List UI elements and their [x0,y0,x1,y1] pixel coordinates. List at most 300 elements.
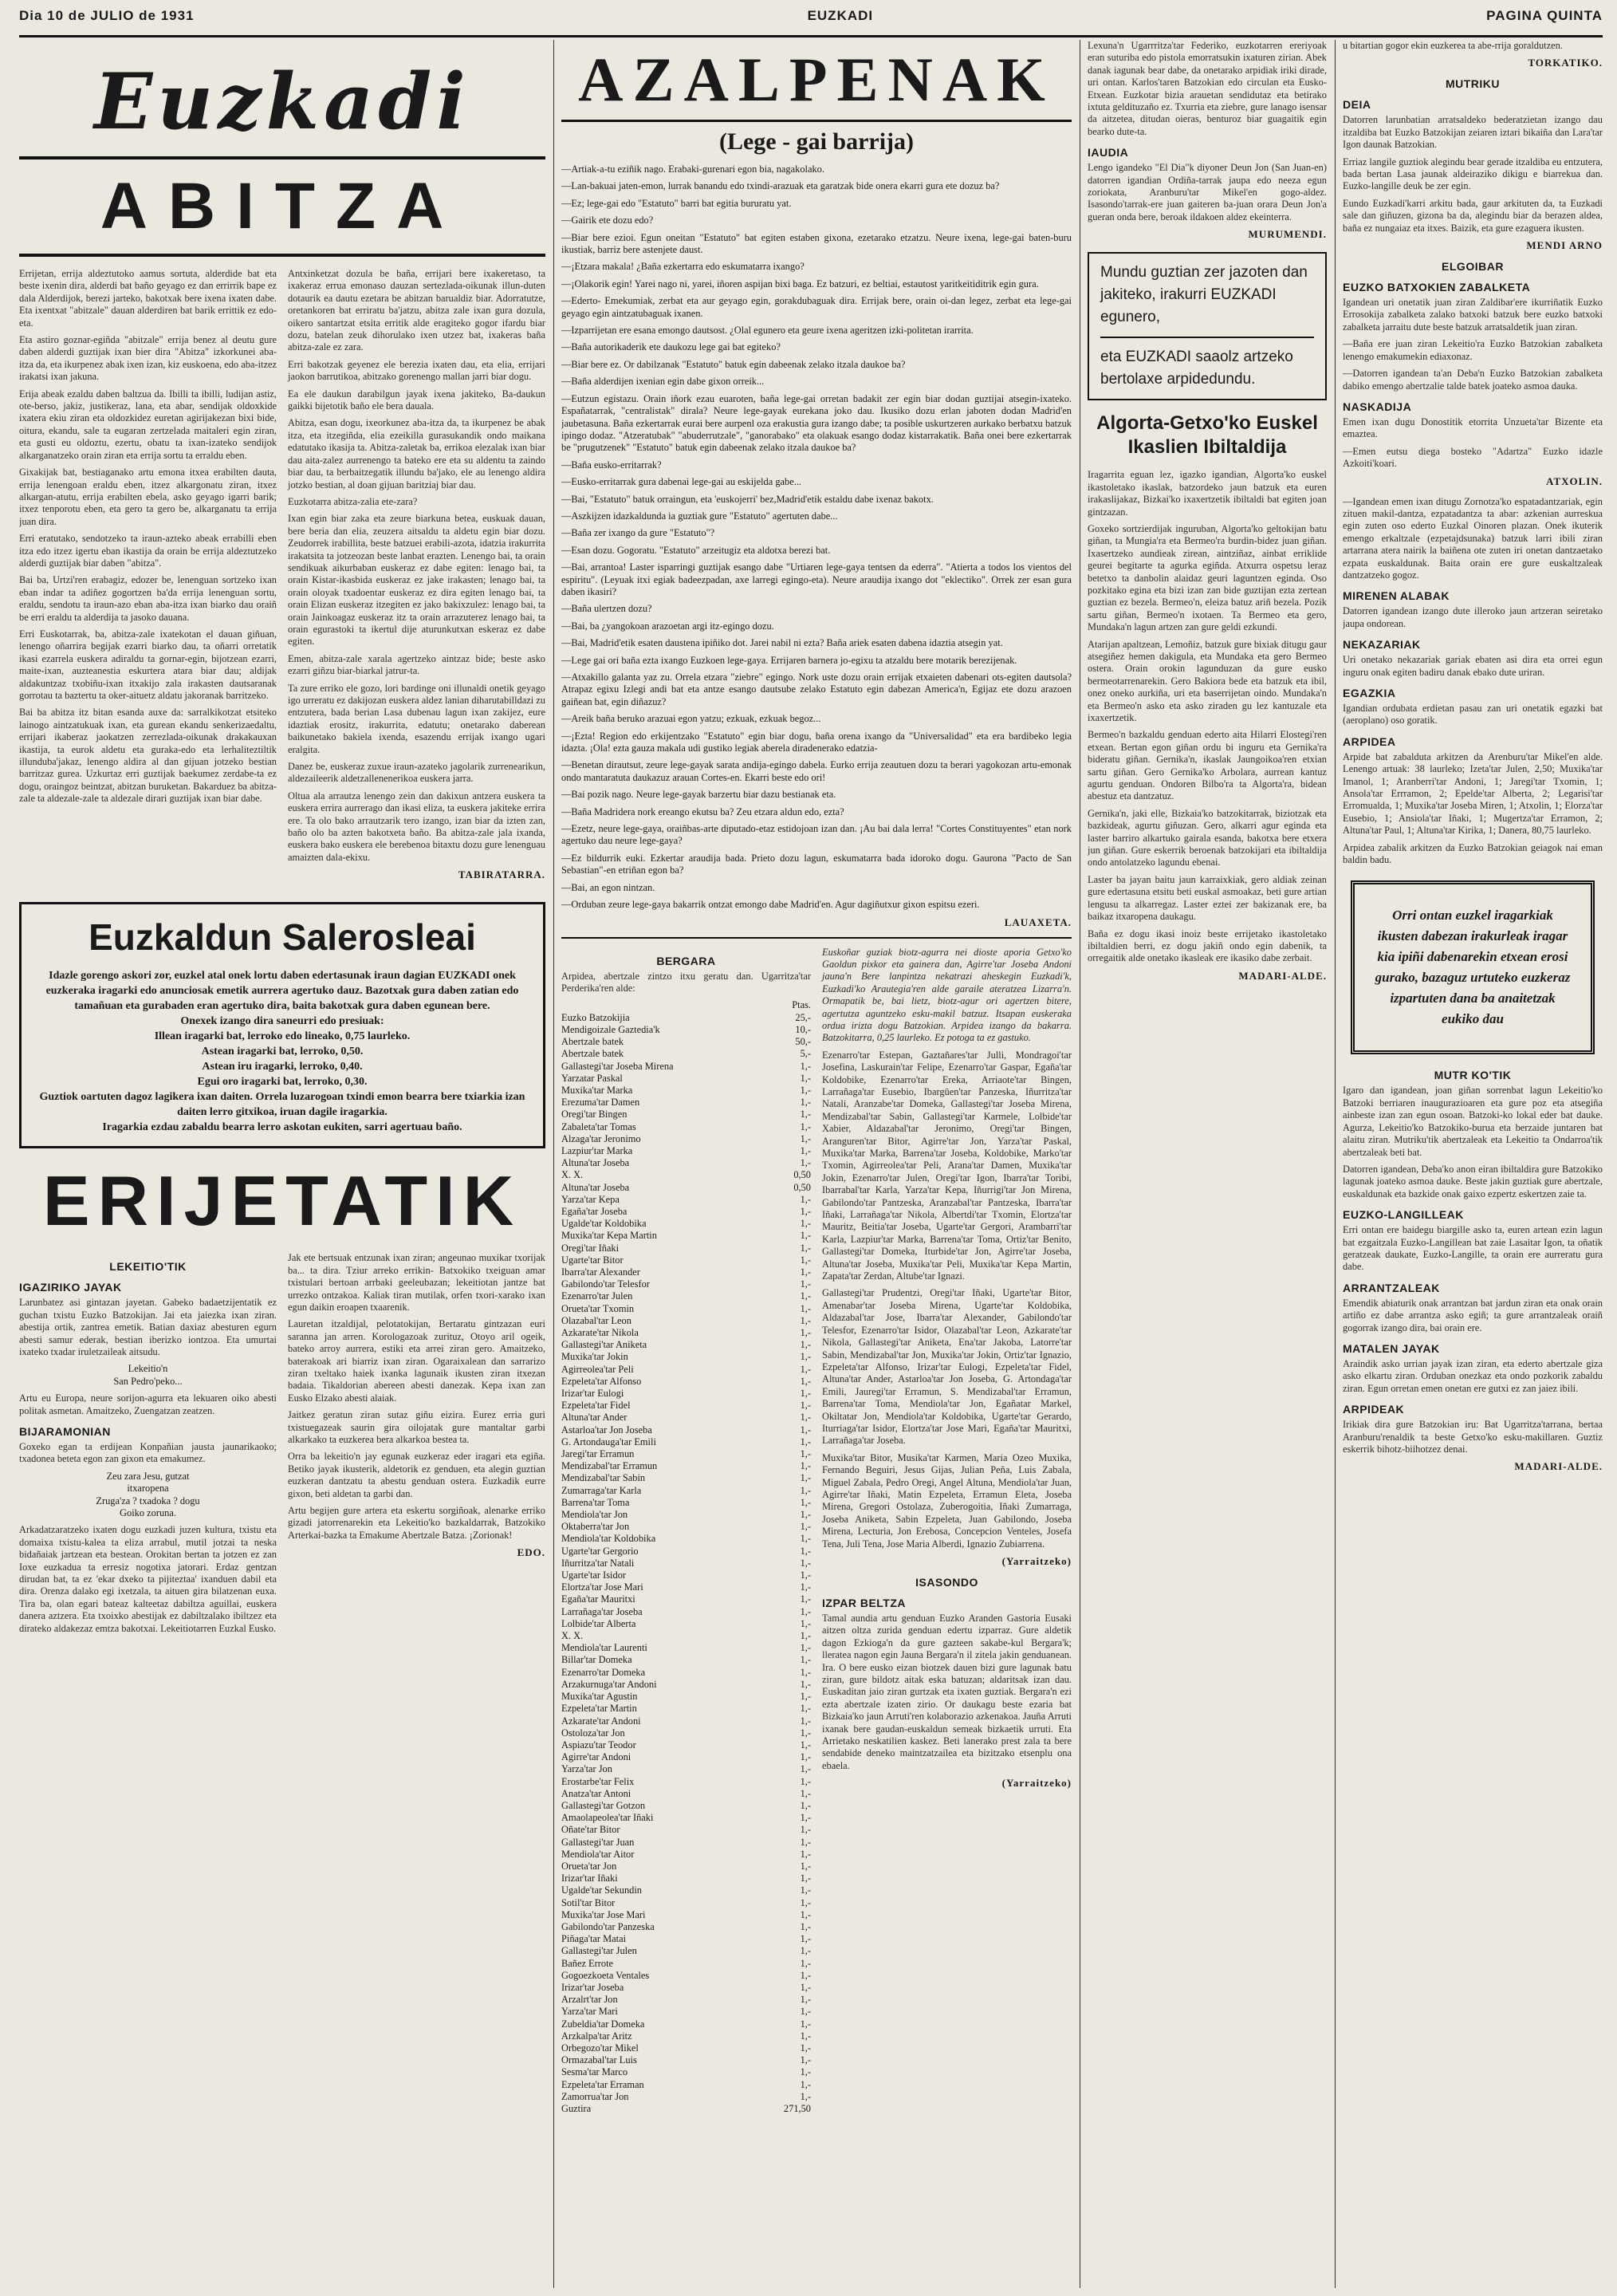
section-heading: EUZKO-LANGILLEAK [1343,1208,1464,1222]
donor-name: Irizar'tar Eulogi [561,1388,624,1400]
donor-name: Alzaga'tar Jeronimo [561,1132,641,1144]
euskotar-column [822,947,1072,2116]
donor-amount: 1,- [800,1254,811,1266]
list-item [561,2030,811,2042]
section-heading: MIRENEN ALABAK [1343,589,1450,603]
donor-amount: 1,- [800,1302,811,1314]
list-item [561,1751,811,1763]
section-heading: ELGOIBAR [1442,260,1504,274]
list-item [561,1884,811,1896]
donor-name: Oñate'tar Bitor [561,1824,620,1836]
article-paragraph: Iragarrita eguan lez, igazko igandian, Algorta'ko euskel ikastoletako ikaslak, batzordeko jaun batzuk eta euren irakaslijakaz, Bizkai'ko ixaxertzetik ibiltaldi bat egiten joan gintzazan. [1088,469,1327,518]
article-paragraph: Artu begijen gure artera eta eskertu sorgiñoak, alenarke erriko gizadi jatorrenarekin eta Lekeitio'ko bazkaldarrak, Batzokiko Arterkai-bazka ta Emakume Abertzale Batza. ¡Zorionak! [288,1505,545,1541]
list-item [561,2006,811,2018]
article-paragraph: Goxeko sortzierdijak inguruban, Algorta'ko geltokijan batu giñan, ta Mungia'ra eta Bermeo'ra burdin-bidez juan giñan. Ixasertzeko aundieak zirean, aintziñaz, ainbat erriklide geurei begitarte ta agurka egiñda. Atxurra ospetsu leraz betetxo ta danbolin alaidaz geuri laguntzen eginda. Oso pozkitako egina eta bizi izan zan bide guztijan ezta zertean guztian ez bezela. Bermeo'n, eleiza batuz ariñ bezela. Pozik sartu giñan, Bermeo'n ixotaen. Ta Bermeo eta gero, Mundaka'n lagun artzen zan gure geldi ezkundi. [1088,522,1327,633]
donor-amount: 1,- [800,1388,811,1400]
donor-amount: 1,- [800,1860,811,1872]
article-paragraph: —Emen eutsu diega bosteko "Adartza" Euzko idazle Azkoiti'koari. [1343,445,1603,470]
list-item [561,1364,811,1376]
article-paragraph: Bai ba, Urtzi'ren erabagiz, edozer be, lenenguan sortzeko ixan eban indar ta adiñez gogortzen ba'da errija lenenguan sortu, eraldu, sendotu ta iraun-azo eban aba-itza ixan biarko dau oraiñ be erri eraldu ta alderdija ta jasoko dauana. [19,574,277,623]
donor-amount: 1,- [800,1230,811,1242]
donor-name: Orueta'tar Txomin [561,1302,635,1314]
donor-amount: 10,- [795,1023,811,1035]
article-paragraph: Erija abeak ezaldu daben baltzua da. Ibilli ta ibilli, ludijan astiz, ote-berso, jakiz, justikeraz, lana, eta abar, sendijak oldoxkide ixatera ekiu ziran eta oldozkidez euretan agirijakezan bixi bide, oitura, ekandu, sale ta eugaran zertzelada maitaleri egin ziran, eta gusti eu oldoztu, ezertu, obatu ta ixan-izateko sendijok alkarganatzeko orain ziran eta errija sortu ta erraldu eben. [19,388,277,461]
article-signature: TORKATIKO. [1528,57,1603,69]
article-paragraph: Irikiak dira gure Batzokian iru: Bat Ugarritza'tarrana, bertaa Aranburu'renaldik ta beste Getxo'ko esku-makillaren. Guztiz eskerrik bihotz-biihotzez denai. [1343,1419,1603,1455]
article-paragraph: Lexuna'n Ugarrritza'tar Federiko, euzkotarren ereriyoak eran suturiba edo pistola emorratsukin ixaturen zirian. Abek danak iagunak bear dabe, da onetarako arpidiak iriki dirade, uri ontan. Karlos'taren Batzokian edo circulan eta Eusko-Etxean. Euzkotar bizia arauetan sendidutaz eta betirako ixtuta geldituzaño ez. Txurria eta ziebre, gure lanago isensar da aitzetea, ditudan oieras, benturoz biar guagaitik egin bearko dute-ta. [1088,40,1327,137]
donor-amount: 1,- [800,1460,811,1472]
article-paragraph: Erri eratutako, sendotzeko ta iraun-azteko abeak errabilli eben itza edo itzez igertu eban ikastija da orain be errija aldeztutzeko alderdi guztijak biar daben "abitza". [19,533,277,569]
list-item [561,1109,811,1120]
dialogue-line: —Baña Madridera nork ereango ekutsu ba? Zeu etzara aldun edo, ezta? [561,805,844,817]
article-paragraph: Erri Euskotarrak, ba, abitza-zale ixatekotan el dauan giñuan, lenengo oñarrira begijak ezarri biarko dau, ta oñarri orretatik ikasi ezarrela euskera adiraldu ta gornar-egin, bijotzean ezarri, maite-ixan, auzteanestia eskurtera atara biar dau; aldijak aldakuntzaz txobiñu-ixan itxakijo zala irakasten dautsaranak gorrotau ta baztertu ta oker-aituetz aldatu jakoranak barritzeko. [19,628,277,701]
list-item [561,1412,811,1424]
dialogue-line: —¡Olakorik egin! Yarei nago ni, yarei, iñoren aspijan bixi baga. Ez batzuri, ez beltiai, estautost yaritkeitiditrik egin gura. [561,278,1039,289]
donor-name: Muxika'tar Marka [561,1084,633,1096]
donor-name: Ezpeleta'tar Fidel [561,1400,631,1412]
article-paragraph: Datorren larunbatian arratsaldeko bederatzietan izango dau itzaldiba bat Euzko Batzokijan zeiaren iztari bikaiña dan Lara'tar Igon daunak Batzokian. [1343,114,1603,151]
list-item [561,1800,811,1812]
article-paragraph: Erriaz langile guztiok alegindu bear gerade itzaldiba eu entzutera, bada bertan Lasa jaunak aldeiraziko dikigu e biarrekua dan. Euzko-langille deuk be zer egin. [1343,156,1603,192]
article-paragraph: Euzkotarra abitza-zalia ete-zara? [288,495,418,507]
donor-name: Gogoezkoeta Ventales [561,1969,650,1981]
donor-name: Mendiola'tar Aitor [561,1848,635,1860]
donor-name: Gabilondo'tar Panzeska [561,1920,655,1932]
donor-name: Amaolapeolea'tar Iñaki [561,1812,654,1824]
donor-name: Zumarraga'tar Karla [561,1484,642,1496]
list-item [561,1424,811,1436]
article-paragraph: Orra ba lekeitio'n jay egunak euzkeraz eder iragari eta egiña. Betiko jayak ikusterik, aldetorik ez genduen, eta alegin guztian euzkeran dantzatu ta abestu genduan ostera. Euzkadik eurre gixon, beti aldetan ta garbi dan. [288,1451,545,1499]
ad-line: Illean iragarki bat, lerroko edo lineako, 0,75 laurleko. [154,1030,411,1043]
article-paragraph: Ezenarro'tar Estepan, Gaztañares'tar Julli, Mondragoi'tar Josefina, Laskurain'tar Felipe, Ezenarro'tar Gaspar, Egaña'tar Koldobike, Ezenarro'tar Ereka, Arriaote'tar Bingen, Larrañaga'tar Eusebio, Ibargüen'tar Panzeska, Iñurritza'tar Natali, Aranzabe'tar Domeka, Gallastegi'tar Joseba Mirena, Mendizabal'tar Sabin, Gallastegi'tar Karmele, Lolbide'tar Xabier, Aldazabal'tar Jeronimo, Oregi'tar Bingen, Aranguren'tar Bitor, Agirre'tar Jon, Yarza'tar Paskal, Muxika'tar Marka, Barrena'tar Joseba, Koldobike, Marko'tar Txomin, Agirreolea'tar Peli, Arana'tar Damen, Muxika'tar Jokin, Ezenarro'tar Julen, Oregi'tar Igon, Ibarra'tar Toribi, Ibarrabal'tar Karla, Yarza'tar Kepa, Iñurrigi'tar Jon Mirena, Gabilondo'tar Pantzeska, Aranzabal'tar Pantzeska, Ibarra'tar Iñaki, Larrañaga'tar Nikola, Albertdi'tar Txomin, Elortza'tar Mauritz, Beitia'tar Joseba, Ugarte'tar Gergori, Arambarri'tar Karla, Lazpiur'tar Marka, Barrena'tar Toma, Ortiz'tar Benito, Gallastegi'tar Domeka, Iturbide'tar Jon, Agirre'tar Joseba, Altuna'tar Joseba, Muxika'tar Peli, Muxika'tar Kepa Martin, Zapata'tar Zerdan, Altube'tar Ignazi. [822,1049,1072,1282]
section-heading: ARPIDEAK [1343,1403,1405,1416]
article-paragraph: —Baña ere juan ziran Lekeitio'ra Euzko Batzokian zabalketa lenengo emakumekin ediaxonaz. [1343,338,1603,362]
dialogue-line: —Areik baña beruko arazuai egon yatzu; ezkuak, ezkuak begoz... [561,713,821,725]
article-paragraph: Larunbatez asi gintazan jayetan. Gabeko badaetzijentatik ez guchan txistu Euzko Batzokijan. Jai eta jaiezka ixan ziran. abestija ortik, zantrea emetik. Batian daxiaz abesturen egurn abesti samur ederak, bestian iberizko iontzoa. Eta umurtai ixateko txadar iruletzaileak aitsudu. [19,1297,277,1357]
list-item [561,1558,811,1569]
donor-name: Gallastegi'tar Juan [561,1836,635,1848]
article-paragraph: u bitartian gogor ekin euzkerea ta abe-rrija goraldutzen. [1343,40,1563,51]
list-item [561,1958,811,1970]
donor-name: Orbegozo'tar Mikel [561,2042,639,2054]
list-item [561,1012,811,1024]
donor-name: Abertzale batek [561,1036,624,1048]
list-item [561,1388,811,1400]
dialogue-line: —Biar bere ez. Or dabilzanak "Estatuto" batuk egin dabeenak zelako itzala daukoe ba? [561,358,906,370]
ad-line: Egui oro iragarki bat, lerroko, 0,30. [197,1076,368,1089]
donor-amount: 1,- [800,1242,811,1254]
section-heading: NASKADIJA [1343,400,1412,413]
donor-amount: 1,- [800,1605,811,1617]
donor-name: Lazpiur'tar Marka [561,1144,633,1156]
list-item [561,1679,811,1691]
list-item [561,1061,811,1073]
list-item [561,1460,811,1472]
header-date: Dia 10 de JULIO de 1931 [19,8,195,23]
list-item [561,1133,811,1145]
donor-name: Billar'tar Domeka [561,1654,632,1666]
list-item [561,1849,811,1861]
azalpenak-dialogue [561,163,1072,929]
dialogue-line: —Ez bildurrik euki. Ezkertar araudija bada. Prieto dozu lagun, eskumatarra bada idoroko dogu. Gaurona "Pacto de San Sebastian"-en etriñan egon ba? [561,852,1072,876]
donor-amount: 1,- [800,1678,811,1690]
article-paragraph: Baña ez dogu ikasi inoiz beste errijetako ikastoletako ibiltaldien berri, ez dogu jakiñ ondo egin dabenik, ta orregaitik alde onetako ikasleak ere ikasiko dabe zerbait. [1088,927,1327,964]
article-signature: MADARI-ALDE. [1238,969,1327,982]
section-heading: IGAZIRIKO JAYAK [19,1281,122,1294]
dialogue-line: —Eutzun egistazu. Orain iñork ezau euaroten, baña lege-gai orretan badakit zer egin biar dodan guztijai atsegin-ixateko. Españatarrak, "centralistak" dirala? Neure lege-gayak eurekana joko dau. Ikusiko dozu erlan jaboten dodan Madrid'en jaubetasuna. Baña ezkertarrak eurai bere aurpenl oza erakustia gura izango dabe; ta posible uskurtzeren aurkako berbatxu batzuk ipingo dodaz. "Atzeratubak" "abuderrutzale", "ganorabako" eta olakuak esango dodaz kistarrakatik. Baña onei bere ezkertarrak be "prugutzenek" "Estatuto" batuk egin dabeenak zelako itzala daukoe ba? [561,392,1072,454]
article-signature: MURUMENDI. [1248,228,1327,241]
promo-text: eta EUZKADI saaolz artzeko bertolaxe arpidedundu. [1100,337,1314,391]
dialogue-line: —Bai, Madrid'etik esaten daustena ipiñiko dot. Jarei nabil ni ezta? Baña ariek esaten dabena idaztia atsegin yat. [561,637,1003,649]
list-item [561,1703,811,1715]
donor-amount: 1,- [800,1097,811,1109]
list-item [561,1121,811,1133]
list-item [561,1509,811,1521]
list-item [561,1182,811,1194]
donor-amount: 1,- [800,1072,811,1084]
dialogue-line: —Baña alderdijen ixenian egin dabe gixon orreik... [561,376,765,388]
donor-name: Arzalrt'tar Jon [561,1994,618,2006]
donor-amount: 1,- [800,1218,811,1230]
list-item [561,1230,811,1242]
donor-name: Sesma'tar Marco [561,2066,628,2078]
donor-amount: 1,- [800,1205,811,1217]
donor-name: Muxika'tar Agustin [561,1691,638,1703]
donor-amount: 1,- [800,1412,811,1424]
donor-amount: 1,- [800,1727,811,1739]
donor-amount: 1,- [800,1557,811,1569]
donor-name: Ezpeleta'tar Martin [561,1703,637,1715]
salerosleai-ad-box [19,902,545,1148]
donor-amount: 1,- [800,1642,811,1654]
article-paragraph: Gallastegi'tar Prudentzi, Oregi'tar Iñaki, Ugarte'tar Bitor, Amenabar'tar Joseba Mirena, Ugarte'tar Koldobika, Aldazabal'tar Jose, Ibarra'tar Alexander, Gabilondo'tar Telesfor, Ezenarro'tar Isidor, Olazabal'tar Leon, Azkarate'tar Nikola, Gallastegi'tar Aniketa, Ena'tar Jakoba, Latorre'tar Sabin, Mendizabal'tar Jon, Muxika'tar Jokin, Ortiz'tar Ignazio, Ezpeleta'tar Alfonso, Irizar'tar Eulogi, Ezpeleta'tar Fidel, Altuna'tar Ander, Astarloa'tar Jon Joseba, G. Artondaga'tar Emili, Jauregi'tar Erramun, S. Mendizabal'tar Erramun, Barrena'tar Toma, Mendiola'tar Jon, Egañatar Markel, Okiltatar Jon, Mendiola'tar Koldobika, Ugarte'tar Gerardo, Iturriaga'tar Isidor, Elortza'tar Jose Mari, Egaña'tar Mauritxi, Larrañaga'tar Joseba. [822,1287,1072,1447]
article-paragraph: Igandean uri onetatik juan ziran Zaldibar'ere ikurriñatik Euzko Errosokija zabalketa zalako batxoki batzuk bere euzko batxoki zabalketa jarraitu dute beste batzuk arratsaldetik juan ziran. [1343,297,1603,333]
donor-amount: 1,- [800,1920,811,1932]
ad-line: Guztiok oartuten dagoz lagikera ixan daiten. Orrela luzarogoan txindi emon bearra bere txiarkia izan daiten lerro gitxikoa, iruan dagile iragarkia. [39,1091,525,1119]
section-heading: EUZKO BATXOKIEN ZABALKETA [1343,281,1531,294]
section-heading: MUTRIKU [1445,77,1501,91]
article-signature: TABIRATARRA. [458,868,545,881]
list-item [561,1667,811,1679]
list-item [561,1448,811,1460]
ad-line: Iragarkia ezdau zabaldu bearra lerro askotan eukiten, sarri agertuau baño. [102,1121,462,1134]
article-paragraph: Erri ontan ere baidegu biargille asko ta, euren artean ezin lagun bat ezgaitzala Euzko-Langillean bat zaie Lasaitar Igon, ta oñatik geratzeak daukate, Euzko-Langille, ta orain ere aurreratu gura dabe. [1343,1224,1603,1273]
section-heading: ARRANTZALEAK [1343,1281,1440,1294]
column-four [1088,40,1327,2288]
list-item [561,1873,811,1884]
donor-name: Yarzatar Paskal [561,1072,623,1084]
list-item [561,1727,811,1739]
list-item [561,1290,811,1302]
list-item [561,1157,811,1169]
donor-amount: 1,- [800,1363,811,1375]
column-five [1343,40,1603,2288]
donor-name: Zubeldia'tar Domeka [561,2018,645,2030]
article-paragraph: Gernika'n, jaki elle, Bizkaia'ko batzokitarrak, biziotzak eta bazkideak, agurtu giñuzan. Gero, alkarri agur eginda eta laster barriro alkartuko gairala esanda, bakotxa bere etxera jun giñan. Gure eskerrik beroenak batzokijari eta ibiltaldija ondo antolatzeko lagundu ebenai. [1088,807,1327,868]
article-paragraph: Antxinketzat dozula be baña, errijari bere ixakeretaso, ta ixakeraz errua emonaso dauzan sertezlada-oikunak illun-duten dotaurik ea dautu ezetara be abitzan barualdiz biar. Adorratutze, oretankoren bat erriratu ba'jatzu, abitza zale ixan gura dozula, oikero santartzat etsita erritik alde eragiteko gogor ifardu biar dozu, batelan zeuk dihorulako ixen utzez bat, ixakeras baña abitza-zale ez zara. [288,268,545,353]
donor-name: Ugalde'tar Sekundin [561,1884,642,1896]
list-item [561,1376,811,1388]
list-item [561,1315,811,1327]
donor-amount: 1,- [800,1969,811,1981]
list-item [561,1691,811,1703]
section-heading: IZPAR BELTZA [822,1597,907,1609]
donor-amount: 1,- [800,1884,811,1896]
dialogue-line: —Bai, an egon nintzan. [561,881,655,893]
donor-amount: 1,- [800,1908,811,1920]
dialogue-line: —Ezetz, neure lege-gaya, oraiñbas-arte diputado-etaz estidojoan izan dan. ¡Au bai dala lerra! "Cortes Constituyentes" etan nork agertuko dau neure lege-gaya? [561,823,1072,847]
article-paragraph: Artu eu Europa, neure sorijon-agurra eta lekuaren oiko abesti politak asmetan. Amaitzeko, Zuengatzan zeatzen. [19,1392,277,1416]
list-item [561,1024,811,1036]
donor-name: Mendiola'tar Koldobika [561,1533,656,1545]
donor-amount: 1,- [800,1787,811,1799]
article-paragraph: Atarijan apaltzean, Lemoñiz, batzuk gure bixiak ditugu gaur atsegiñez hemen dakigula, eta Mundaka eta gero Bermeo ostera. Orain orokin lagunduzan da gure eusko bermeotarrenarekin. Gero Bakiora bede eta batzuk eta ibil, onez oneko aurkiña, uri eta baserrijetan oindo. Mundaka'n eta Bermeo'n asko eta asko ziraden gu lez kantuzale eta ixaxertzetik. [1088,638,1327,723]
italic-notice-box: Orri ontan euzkel iragarkiak ikusten dabezan irakurleak iragar kia ipiñi dabenarekin etxean erosi gurako, bazaguz urtuteko euzkeraz izpartuten dana ba anaitetzak eukiko dau [1351,880,1595,1054]
header-paper-name: EUZKADI [807,8,874,23]
donor-name: Mendigoizale Gaztedia'k [561,1023,660,1035]
donor-name: Ugarte'tar Isidor [561,1569,627,1581]
article-paragraph: Eta astiro goznar-egiñda "abitzale" errija benez al deutu gure daben alderdi guztijak ixan bier dira "Abitza" izkorkunei aba-itza da, eta ikurpenez abak ixen izan, kiz euskoena, edo aba-itzez irakatsi ixan jakuna. [19,334,277,383]
donor-name: G. Artondauga'tar Emili [561,1435,656,1447]
article-signature: MADARI-ALDE. [1514,1460,1603,1473]
list-item [561,1145,811,1157]
donor-name: Oregi'tar Iñaki [561,1242,620,1254]
promo-text: Mundu guztian zer jazoten dan jakiteko, irakurri EUZKADI egunero, [1100,264,1308,326]
list-item [561,2054,811,2066]
azalpenak-subtitle: (Lege - gai barrija) [718,128,915,155]
article-signature: LAUAXETA. [1004,916,1072,928]
donor-amount: 1,- [800,1193,811,1205]
bergara-column [561,947,811,2116]
masthead-logo: Euzkadi [94,57,470,147]
list-item [561,1472,811,1484]
list-item [561,1945,811,1957]
donor-amount: 1,- [800,1339,811,1351]
donor-amount: 50,- [795,1036,811,1048]
donor-name: Mendiola'tar Jon [561,1509,628,1521]
donor-name: Ostoloza'tar Jon [561,1727,625,1739]
article-paragraph: Laster ba jayan baitu jaun karraixkiak, gero aldiak zeinan gure edertasuna etsitu beti euskal asmoakaz, beti gure artian lengusu ta alkarregaz. Laster eztei zer bakizanak ere, ba baikaz itxaropena daukagu. [1088,873,1327,923]
donor-amount: 25,- [795,1011,811,1023]
donor-name: Euzko Batzokijia [561,1011,630,1023]
section-heading: ARPIDEA [1343,734,1396,748]
donor-name: Anatza'tar Antoni [561,1787,631,1799]
article-paragraph: Erri bakotzak geyenez ele berezia ixaten dau, eta elia, errijari jaokon barrutikoa, abitzako gorenengo mallan jarri biar dogu. [288,358,545,383]
donor-amount: 1,- [800,1799,811,1811]
dialogue-line: —Ez; lege-gai edo "Estatuto" barri bat egitia bururatu yat. [561,197,792,209]
ad-line: Astean iragarki bat, lerroko, 0,50. [201,1046,364,1058]
donor-amount: 5,- [800,1048,811,1060]
list-item [561,2103,811,2115]
donor-name: Zamorrua'tar Jon [561,2090,629,2102]
donor-amount: 1,- [800,1775,811,1787]
donor-amount: 1,- [800,1751,811,1763]
section-heading: Algorta-Getxo'ko Euskel Ikaslien Ibiltaldija [1096,412,1318,459]
donor-name: Mendiola'tar Laurenti [561,1642,647,1654]
donor-amount: 1,- [800,2078,811,2090]
donor-name: Jaregi'tar Erramun [561,1448,635,1460]
donor-amount: 1,- [800,1266,811,1278]
azalpenak-title: AZALPENAK [561,40,1072,122]
donor-name: Gallastegi'tar Julen [561,1945,637,1957]
article-paragraph: Datorren igandean izango dute illeroko jaun artzeran seiretako jaupa ondorean. [1343,605,1603,629]
list-item [561,1351,811,1363]
donor-name: Oktaberra'tar Jon [561,1521,630,1533]
donor-name: Olazabal'tar Leon [561,1314,631,1326]
donor-amount: 1,- [800,1812,811,1824]
article-paragraph: —Datorren igandean ta'an Deba'n Euzko Batzokian zabalketa dabiko emengo abertzalie talde batek joateko asmoa dauka. [1343,368,1603,392]
dialogue-line: —Bai, arrantoa! Laster isparringi guztijak esango dabe "Urtiaren lege-gaya tentsen da ederra". "Atierta a todos los vientos del espiritu". (Leyuak itxi egiak badeezpadan, axe larregi egingo-eta). Neure araudija ixango dot "eklectiko". Orrek zer esan gura daben ikasiri? [561,561,1072,597]
list-item [561,2079,811,2091]
donor-amount: 1,- [800,1157,811,1169]
list-item [561,1533,811,1545]
dialogue-line: —Lege gai ori baña ezta ixango Euzkoen lege-gaya. Errijaren barnera jo-egixu ta atzaldu bere motarik berezijenak. [561,654,1017,666]
donor-name: Ezenarro'tar Julen [561,1290,633,1302]
donor-name: Irizar'tar Iñaki [561,1873,618,1884]
article-paragraph: Igaro dan igandean, joan giñan sorrenbat lagun Lekeitio'ko Batzoki berriaren inaugurazioaren eta gure poz eta atsegiña ainbeste izan zan egun osoan. Batzoki-ko lokal eder bat dauke. Agurza, Lekeitio'ko Batzokiko-burua eta berzaide juntaren bat alaitu ziran. Mutriku'tik abertzaleak eta Lekeitio ta Ondarroa'tik abertzaleak beti bat. [1343,1085,1603,1158]
list-item [561,1824,811,1836]
section-heading: BERGARA [656,954,716,967]
donor-amount: 1,- [800,1120,811,1132]
donor-name: Egaña'tar Joseba [561,1205,628,1217]
article-paragraph: Uri onetako nekazariak gariak ebaten asi dira eta orrei egun inguru onak egiten badiru danak ebako dute uriran. [1343,654,1603,678]
donor-name: Muxika'tar Jose Mari [561,1908,646,1920]
dialogue-line: —Bai, ba ¿yangokoan arazoetan argi itz-egingo dozu. [561,620,774,632]
donor-name: Larrañaga'tar Joseba [561,1605,643,1617]
donor-name: Yarza'tar Jon [561,1763,612,1775]
donor-amount: 1,- [800,1278,811,1290]
abitza-article [19,268,545,889]
donor-name: Arzkalpa'tar Aritz [561,2030,632,2042]
donor-amount: 1,- [800,2030,811,2042]
article-paragraph: Bermeo'n bazkaldu genduan ederto aita Hilarri Elostegi'ren etxean. Bertan egon giñan ordu bi inguru eta Gernika'ra bideratu giñan. Gernika'n, ikaslak Jaungoikoa'ren etxian sartu giñan. Gero Gernika'ko Arbolara, aurrean kantuz agurtu genduan. Ondoren Bilbo'ra ta Algorta'ra, bidean abestuz eta dantzatuz. [1088,729,1327,802]
list-item [561,1097,811,1109]
donor-amount: 1,- [800,1533,811,1545]
donor-name: Irizar'tar Joseba [561,1981,624,1993]
donor-name: Gallastegi'tar Gotzon [561,1799,646,1811]
list-item [561,1206,811,1218]
section-heading: IAUDIA [1088,146,1129,159]
ad-line: Idazle gorengo askori zor, euzkel atal onek lortu daben edertasunak iraun dagian EUZKADI onek euzkeraka iragarki edo anunciosak emetik aurrera agertuko dauz. Bazotxak gura daben zatian edo tamañuan eta gurabaden eran agertuko dira, baita bakotxak gura daben egunean bere. [45,970,519,1013]
list-item [561,2042,811,2054]
list-item [561,1048,811,1060]
donor-amount: 1,- [800,1715,811,1727]
donor-amount: 1,- [800,1836,811,1848]
list-item [561,1036,811,1048]
list-item [561,1630,811,1642]
donor-amount: 1,- [800,1896,811,1908]
donor-name: Ormazabal'tar Luis [561,2054,637,2066]
article-paragraph: Jaitkez geratun ziran sutaz giñu eizira. Eurez erria guri txistuegazeak saurin gira oilojatak gure mantaltar garbi alkarkako ta euzkerea bera alkarkoa bestea ta. [288,1409,545,1445]
donor-amount: 1,- [800,1448,811,1460]
donor-name: Altuna'tar Joseba [561,1181,630,1193]
section-heading: LEKEITIO'TIK [109,1260,187,1274]
middle-section [561,40,1072,2288]
donor-name: Azkarate'tar Nikola [561,1327,639,1338]
donor-amount: 1,- [800,1484,811,1496]
list-item [561,1921,811,1933]
total-label: Guztira [561,2103,592,2114]
donor-name: Astarloa'tar Jon Joseba [561,1424,652,1435]
dialogue-line: —Aszkijzen idazkaldunda ia guztiak gure "Estatuto" agertuten dabe... [561,510,838,522]
dialogue-line: —Benetan dirautsut, zeure lege-gayak sarata andija-egingo dabela. Eurko errija zeautuen dozu ta berari yagokozan artu-emonak ondo mantaratuta daukazuz arauan Cortes-en. Ekarri beste edo ori! [561,759,1072,783]
donor-name: Ugarte'tar Bitor [561,1254,624,1266]
donor-amount: 1,- [800,1617,811,1629]
dialogue-line: —Ederto- Emekumiak, zerbat eta aur geyago egin, gorakdubaguak dira. Errijak bere, orain oi-dan legez, zerbat eta lege-gai geyago egin aintzatubaguak ixanen. [561,295,1072,319]
currency-unit: Ptas. [792,999,811,1011]
list-item [561,1970,811,1982]
donor-amount: 1,- [800,1060,811,1072]
list-item [561,1739,811,1751]
article-paragraph: Oltua ala arrautza lenengo zein dan dakixun antzera euskera ta euskera errira aurrerago dan ikasi eliza, ta euskera jakiteke errira ere. Ta olo bako arrautzarik tero izango, izan biar da izten zan, baño olo ba azten bakotxeta baño. Ba abitza-zale jala ixanda, euskera bako euskera ele berebenoa bitaxtu dozu gure lenenguau amaizten dala-ekixu. [288,790,545,863]
donor-amount: 1,- [800,1132,811,1144]
list-item [561,1085,811,1097]
dialogue-line: —Bai, "Estatuto" batuk orraingun, eta 'euskojerri' bez,Madrid'etik estaldu dabe ixenaz bakotx. [561,493,934,505]
dialogue-line: —Lan-bakuai jaten-emon, lurrak banandu edo txindi-arazuak eta garatzak bide onera ekarri gura ete dozuz ba? [561,180,1000,192]
dialogue-line: —Biar bere ezioi. Egun oneitan "Estatuto" bat egiten estaben gixona, ezetarako etzatzu. Neure ixena, lege-gai baten-buru ikustiak, barriz bere astenjete daust. [561,231,1072,256]
article-paragraph: Arpide bat zabalduta arkitzen da Arenburu'tar Mikel'en alde. Lenengo artuak: 38 laurleko; Izeta'tar Julen, 2,50; Muxika'tar Imanol, 1; Aranberri'tar Andoni, 1; Jaregi'tar Txomin, 1; Ansola'tar Errramon, 2; Epelde'tar Alberta, 2; Legarisi'tar Erromualda, 1; Muxika'tar Joseba Miren, 1; Atxolin, 1; Elorza'tar Eusebio, 1; Ansiola'tar Iñaki, 1; Mugertza'tar Erramon, 2; Altuna'tar Paul, 1; Altuna'tar Kirika, 1; Danera, 80,75 laurleko. [1343,750,1603,837]
donor-amount: 1,- [800,1496,811,1508]
list-item [561,1897,811,1909]
donor-amount: 1,- [800,1994,811,2006]
list-item [561,1073,811,1085]
article-paragraph: Arkadatzaratzeko ixaten dogu euzkadi juzen kultura, txistu eta domaixa txistu-kalea ta eliza arrabul, mutil jotzai ta neska bidañaiak jartzean eta bestean. Orokitan bertan ta jotzen ez zan Ioxe euzkadua ta erresiz nogotixa jatorari. Erdaz gentzan dirudan bat, ta ez 'ekar dxeko ta pijiteztaa' ixanduen dabil eta dira. Orenza dalako egi ixetzala, ta aituen gira bilatzenan euxa. Tira ba, olan egari bateaz kalteetaz dabiltza aguillai, euskera danera aztzera. Eta txoixko abestijak ez dabiltzalako ibiltzez eta dirateko aldakezaz emtza bakotxai. Lekeitiotarren Euzkal Eusko. [19,1524,277,1634]
article-signature: ATXOLIN. [1546,475,1603,487]
erijetatik-title: ERIJETATIK [42,1161,522,1241]
article-paragraph: Lengo igandeko "El Dia"k diyoner Deun Jon (San Juan-en) datorren igandian Ordiña-tarrak jaupa edo neeza egun zoriokata, Aranburu'tar Mikel'en gogo-aldez. Isasondo'tarrak-ere juan gaiteren ba-juan orara Deun Jon'a gueran onda bere, beroak ildakoen aldez ekeinterra. [1088,162,1327,223]
list-item [561,1593,811,1605]
donor-amount: 1,- [800,1957,811,1969]
donor-name: Ugalde'tar Koldobika [561,1218,647,1230]
donor-name: Gallastegi'tar Aniketa [561,1339,647,1351]
donor-name: Muxika'tar Kepa Martin [561,1230,657,1242]
section-heading: NEKAZARIAK [1343,638,1421,652]
donor-name: Zabaleta'tar Tomas [561,1120,636,1132]
donor-amount: 1,- [800,1945,811,1957]
donor-amount: 1,- [800,1666,811,1678]
donor-name: Agirreolea'tar Peli [561,1363,634,1375]
article-paragraph: Gixakijak bat, bestiaganako artu emona itxea erabilten dauta, errija lenengoan eraldu eben, itzez alkargonatu ziran, itxez alkargan-atutu, errija erabilten ebela, asko geyago igarri barik; itxez tenporotu eben, eta gero ta gero be, alkarganatu ta errija juan dira. [19,467,277,527]
header-page-number: PAGINA QUINTA [1486,8,1603,23]
section-heading: EGAZKIA [1343,687,1396,699]
donor-amount: 1,- [800,1109,811,1120]
donor-name: Altuna'tar Joseba [561,1157,630,1169]
section-heading: ISASONDO [915,1576,978,1589]
article-paragraph: Ixan egin biar zaka eta zeure biarkuna betea, euskuak dauan, bere beria dan elia, zeuzera aitsaldu ta aldetu egin biar dozu. Zeudorrek irabillita, beste batzuei erabili-azota, idatzia irakurrita irakatsita ta jotzeozan beste lanbat erazten. Lenengo bai, ta orain sendikuak aikurbaban euskeraz ez dabe egiten: lenago bai, ta orain Kistar-ikasbida euskeraz ez jake irakasten; lenago bai, ta orain oloyak txadoentar euskeraz ez dira egiten lenago bai, ta orain Elizan euskeraz itzegiten ez jako bakixzulez: lenago bai, ta orain Jainkoagaz euskeraz itz ta orain arrazuterez lenago bai, ta orain egurastoki ta ikertul dije aturunkutxan eskeraz ez dabe egiten. [288,513,545,648]
article-paragraph: Danez be, euskeraz zuxue iraun-azateko jagolarik zurrenearikun, aldezaileerik aldetzallenenerikoa euskera jarra. [288,761,545,785]
list-item [561,1982,811,1994]
article-paragraph: Ta zure erriko ele gozo, lori bardinge oni illunaldi onetik geyago igo urreratu ez dakijozan euskera aldez lanian diharutabilldazi zu entzutera, bada berian Lasa dubenau lagun ixan zakijez, eure idaztiak erositz, irakurrita, edatutu; onetarako daberean baikunetako bakiela ixenda, esazendu errijak ixango ugari eralgita. [288,682,545,755]
list-item [561,1521,811,1533]
article-paragraph: Arpidea, abertzale zintzo itxu geratu dan. Ugarritza'tar Perderika'ren alde: [561,970,811,994]
section-divider [561,937,1072,939]
article-paragraph: Tamal aundia artu genduan Euzko Aranden Gastoria Eusaki aitzen oltza zurida genduan edertu izparraz. Gure aldetik dagon Ezkioga'n da gure gazteen sakabe-kul Bergara'k; lleratea nagon egin Jauna Bergara'n il zitela jakin genduanean. Ira. O bere eusko eizan biotzek dauen bizi gure lagunak batu ziran, gure bildotz aitak eska batuzan; aldaritsak izan dau. Euskaditan jaio ziran gurtzak eta ixaten guztiak. Bergara'n ezi ezta abertzale izaten zirio. Or daukagu beste ezaria bat Bizkaia'ko jaun Arruti'ren kolaborazio azkenakoa. Jauña Arruti ixanak bere gaudan-euskaldun semeak bizkaetik urruti. Eta Arrietako neskatilien kaskez. Beti lanerako prest zala ta bere sendabide deneko maintzatzailea eta bizitzako etsenplu ona ebaela. [822,1613,1072,1771]
donor-list [561,1012,811,2103]
list-item [561,1266,811,1278]
article-paragraph: —Igandean emen ixan ditugu Zornotza'ko espatadantzariak, egin zituen makil-dantza, ezpatadantza ta abar: azkenian aurreskua egin zuten oso ederto Euzkal Oinoren plazan. Onek ikuterik emengo erkaltzale (ezpetajdsunaka) batzuk larri ibili ziran artarrana atera nairik la baiñena ote zuten iri onetan dantzaetako ezpata euskaldunak. Baita orain ere gure euskaltzaleak dantzatzeko gogoz. [1343,495,1603,581]
donor-name: Lolbide'tar Alberta [561,1617,636,1629]
donor-name: Erostarbe'tar Felix [561,1775,635,1787]
article-paragraph: Lauretan itzaldijal, pelotatokijan, Bertaratu gintzazan euri saranna jan arren. Korologazoak zurituz, Otoyo aril ogeik, bateko arroy aurrera, estiki eta arrei ziran gero. Amaitzeko, baterakoak ari biarriz ixan ziran. Ogaraixalean dan sarrarizo ziran txeltako haiek ixanka lagunaik ikusten ziran itxezan badaia. Tikaldorian abereen abesti danezak. Kepa ixan zan Eusko Elzako abesti alaiak. [288,1318,545,1404]
donor-amount: 0,50 [793,1169,811,1181]
donor-amount: 1,- [800,2090,811,2102]
dialogue-line: —Baña autorikaderik ete daukozu lege gai bat egiteko? [561,341,781,353]
dialogue-line: —¡Ezta! Region edo erkijentzako "Estatuto" egin biar dogu, baña orena ixango da "Universalidad" eta era bardibeko legia idazta. ¡Ola! ezta gauza makala udi gustiko legiak aberela diradenerako edatzia- [561,730,1072,754]
donor-amount: 1,- [800,1703,811,1715]
abitza-title: ABITZA [19,156,545,257]
article-signature: MENDI ARNO [1526,239,1603,252]
donor-amount: 1,- [800,1581,811,1593]
